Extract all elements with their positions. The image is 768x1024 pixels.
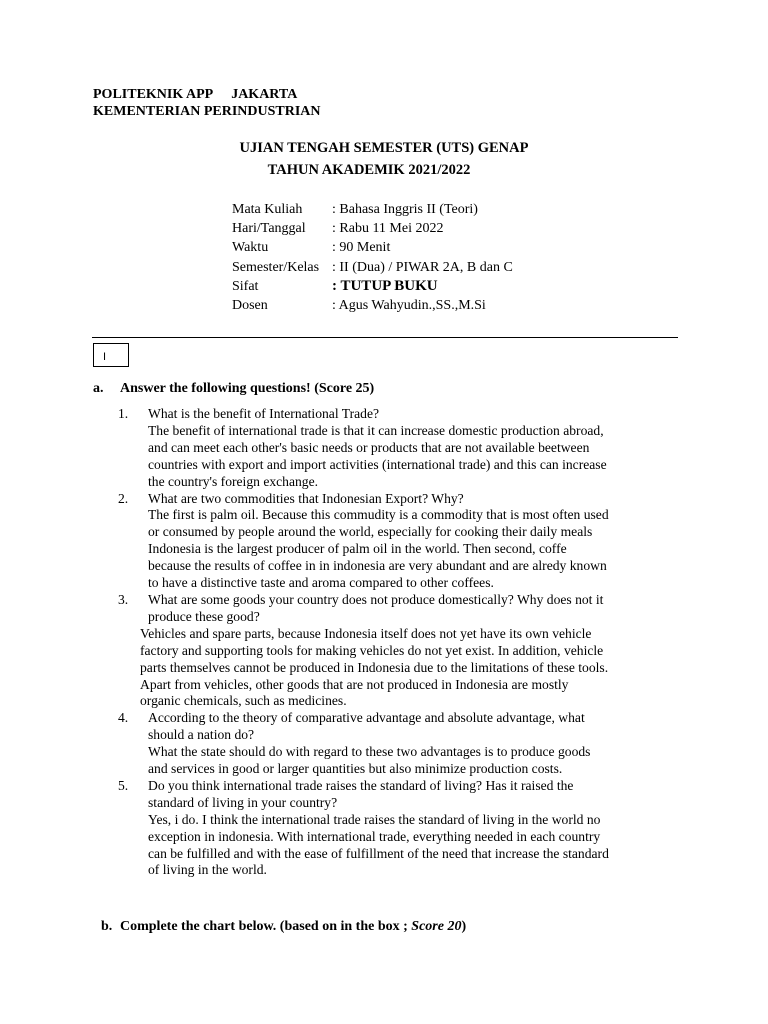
question-item bbox=[118, 778, 678, 879]
answer-line: and can meet each other's basic needs or products that are not available beetween bbox=[148, 439, 590, 455]
info-row-nature bbox=[232, 277, 513, 296]
info-value: : 90 Menit bbox=[332, 240, 391, 256]
answer-line: countries with export and import activities (international trade) and this can increase bbox=[148, 456, 607, 472]
institution-name: POLITEKNIK APP bbox=[93, 87, 214, 102]
section-number-box bbox=[93, 343, 129, 367]
info-value: : II (Dua) / PIWAR 2A, B dan C bbox=[332, 259, 513, 275]
section-score: Score 20 bbox=[411, 919, 462, 934]
section-a-heading bbox=[93, 380, 374, 397]
info-value: : Agus Wahyudin.,SS.,M.Si bbox=[332, 298, 486, 314]
info-key: Semester/Kelas bbox=[232, 259, 320, 275]
question-body bbox=[148, 491, 678, 592]
info-key: Mata Kuliah bbox=[232, 202, 303, 218]
info-key: Waktu bbox=[232, 240, 269, 256]
question-text: should a nation do? bbox=[148, 727, 255, 743]
section-heading-end: ) bbox=[461, 919, 467, 934]
question-item bbox=[118, 406, 678, 491]
info-value: : TUTUP BUKU bbox=[332, 277, 438, 294]
question-body bbox=[148, 710, 678, 778]
info-row-course bbox=[232, 200, 513, 219]
question-number: 4. bbox=[118, 710, 129, 726]
institution-city: JAKARTA bbox=[231, 87, 298, 102]
answer-line: organic chemicals, such as medicines. bbox=[140, 693, 347, 709]
section-label: a. bbox=[93, 381, 104, 396]
info-row-class bbox=[232, 258, 513, 277]
info-value: : Rabu 11 Mei 2022 bbox=[332, 221, 444, 237]
academic-year: TAHUN AKADEMIK 2021/2022 bbox=[267, 162, 471, 178]
answer-line: can be fulfilled and with the ease of fulfillment of the need that increase the standard bbox=[148, 845, 609, 861]
question-list bbox=[118, 406, 678, 879]
info-row-lecturer bbox=[232, 296, 513, 315]
answer-line: to have a distinctive taste and aroma compared to other coffees. bbox=[148, 575, 494, 591]
info-key: Sifat bbox=[232, 278, 259, 294]
section-label: b. bbox=[101, 919, 113, 934]
question-text: What is the benefit of International Trade? bbox=[148, 406, 380, 421]
question-body bbox=[140, 591, 678, 710]
answer-line: Yes, i do. I think the international trade raises the standard of living in the world no bbox=[148, 811, 601, 827]
question-number: 1. bbox=[118, 406, 129, 421]
question-body bbox=[148, 778, 678, 879]
section-heading-text: Complete the chart below. (based on in the box ; bbox=[120, 919, 412, 934]
info-key: Dosen bbox=[232, 298, 268, 314]
question-body bbox=[148, 406, 678, 491]
answer-line: or consumed by people around the world, especially for cooking their daily meals bbox=[148, 524, 593, 540]
exam-info-table bbox=[232, 200, 513, 315]
question-text: What are two commodities that Indonesian Export? Why? bbox=[148, 490, 464, 506]
section-heading-text: Answer the following questions! (Score 25) bbox=[120, 381, 375, 396]
answer-line: Apart from vehicles, other goods that are not produced in Indonesia are mostly bbox=[140, 676, 569, 692]
answer-line: the country's foreign exchange. bbox=[148, 473, 319, 489]
answer-line: parts themselves cannot be produced in Indonesia due to the limitations of these tools. bbox=[140, 659, 609, 675]
question-text: produce these good? bbox=[148, 608, 260, 624]
question-number: 3. bbox=[118, 591, 129, 607]
question-number: 5. bbox=[118, 777, 129, 793]
exam-title: UJIAN TENGAH SEMESTER (UTS) GENAP bbox=[239, 140, 529, 156]
answer-line: factory and supporting tools for making vehicles do not yet exist. In addition, vehicle bbox=[140, 642, 604, 658]
section-b-heading bbox=[101, 918, 466, 935]
info-row-time bbox=[232, 238, 513, 257]
horizontal-divider bbox=[92, 337, 678, 338]
info-value: : Bahasa Inggris II (Teori) bbox=[332, 202, 478, 218]
box-label: I bbox=[103, 351, 107, 363]
question-text: According to the theory of comparative advantage and absolute advantage, what bbox=[148, 710, 585, 726]
answer-line: exception in indonesia. With international trade, everything needed in each country bbox=[148, 828, 601, 844]
ministry-name: KEMENTERIAN PERINDUSTRIAN bbox=[93, 104, 321, 119]
answer-line: because the results of coffee in in indonesia are very abundant and are alredy known bbox=[148, 558, 607, 574]
question-text: Do you think international trade raises the standard of living? Has it raised the bbox=[148, 777, 574, 793]
info-key: Hari/Tanggal bbox=[232, 221, 306, 237]
answer-line: The first is palm oil. Because this commudity is a commodity that is most often used bbox=[148, 507, 609, 523]
question-text: What are some goods your country does not produce domestically? Why does not it bbox=[148, 591, 604, 607]
answer-line: of living in the world. bbox=[148, 862, 267, 878]
question-item bbox=[118, 592, 678, 710]
question-item bbox=[118, 491, 678, 592]
question-text: standard of living in your country? bbox=[148, 794, 338, 810]
answer-line: What the state should do with regard to these two advantages is to produce goods bbox=[148, 744, 591, 760]
question-item bbox=[118, 710, 678, 778]
answer-line: The benefit of international trade is that it can increase domestic production abroad, bbox=[148, 422, 604, 438]
info-row-date bbox=[232, 219, 513, 238]
question-number: 2. bbox=[118, 490, 129, 506]
institution-line-1 bbox=[93, 86, 321, 103]
answer-line: Indonesia is the largest producer of palm oil in the world. Then second, coffe bbox=[148, 541, 567, 557]
institution-header bbox=[93, 86, 321, 120]
answer-line: Vehicles and spare parts, because Indonesia itself does not yet have its own vehicle bbox=[140, 625, 592, 641]
answer-line: and services in good or larger quantities but also minimize production costs. bbox=[148, 761, 563, 777]
